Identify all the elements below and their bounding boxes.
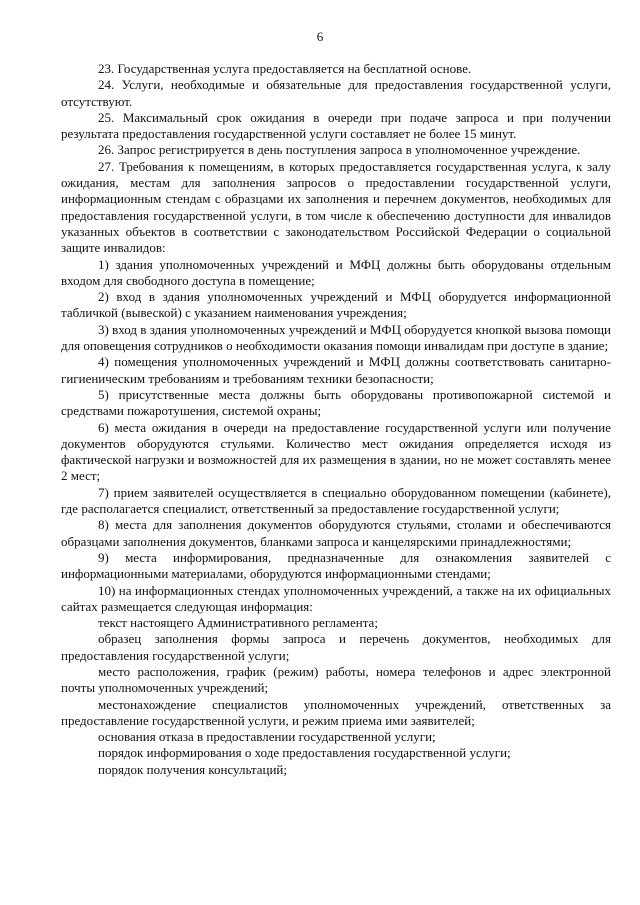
list-item: 8) места для заполнения документов оборудуются стульями, столами и обеспечиваются образцами заполнения документов, бланками запроса и канцелярскими принадлежностями; — [61, 517, 611, 549]
paragraph: 26. Запрос регистрируется в день поступления запроса в уполномоченное учреждение. — [98, 142, 581, 158]
page-number: 6 — [316, 29, 324, 44]
paragraph: 23. Государственная услуга предоставляется на бесплатной основе. — [98, 61, 472, 76]
info-item: порядок получения консультаций; — [98, 761, 287, 777]
list-item: 1) здания уполномоченных учреждений и МФЦ должны быть оборудованы отдельным входом для свободного доступа в помещение; — [61, 256, 611, 288]
list-item: 9) места информирования, предназначенные для ознакомления заявителей с информационными материалами, оборудуются информационными стендами; — [61, 549, 611, 582]
list-item: 3) вход в здания уполномоченных учреждений и МФЦ оборудуется кнопкой вызова помощи для оповещения сотрудников о необходимости оказания помощи инвалидам при доступе в здание; — [61, 321, 611, 354]
info-item: образец заполнения формы запроса и перечень документов, необходимых для предоставления государственной услуги; — [61, 631, 611, 663]
list-item: 4) помещения уполномоченных учреждений и МФЦ должны соответствовать санитарно-гигиеническим требованиям и требованиям техники безопасности; — [61, 354, 611, 386]
info-item: порядок информирования о ходе предоставления государственной услуги; — [98, 745, 511, 761]
info-item: место расположения, график (режим) работы, номера телефонов и адрес электронной почты уполномоченных учреждений; — [61, 663, 611, 696]
list-item: 5) присутственные места должны быть оборудованы противопожарной системой и средствами пожаротушения, системой охраны; — [61, 386, 611, 419]
paragraph: 27. Требования к помещениям, в которых предоставляется государственная услуга, к залу ожидания, местам для заполнения запросов о предоставлении государственной услуги, информационным стендам с образцами их заполнения и перечнем документов, необходимых для предоставления государственной услуги, в том числе к обеспечению доступности для инвалидов указанных объектов в соответствии с законодательством Российской Федерации о социальной защите инвалидов: — [61, 158, 611, 256]
list-item: 6) места ожидания в очереди на предоставление государственной услуги или получение документов оборудуются стульями. Количество мест ожидания определяется исходя из фактической нагрузки и возможностей для их размещения в здании, но не может составлять менее 2 мест; — [61, 419, 611, 484]
list-item: 7) прием заявителей осуществляется в специально оборудованном помещении (кабинете), где располагается специалист, ответственный за предоставление государственной услуги; — [61, 484, 611, 517]
list-item: 10) на информационных стендах уполномоченных учреждений, а также на их официальных сайтах размещается следующая информация: — [61, 582, 611, 614]
info-item: текст настоящего Административного регламента; — [98, 615, 378, 631]
info-item: основания отказа в предоставлении государственной услуги; — [98, 729, 436, 745]
paragraph: 25. Максимальный срок ожидания в очереди при подаче запроса и при получении результата предоставления государственной услуги составляет не более 15 минут. — [61, 109, 611, 142]
info-item: местонахождение специалистов уполномоченных учреждений, ответственных за предоставление государственной услуги, и режим приема ими заявителей; — [61, 696, 611, 728]
paragraph: 24. Услуги, необходимые и обязательные для предоставления государственной услуги, отсутствуют. — [61, 77, 611, 109]
document-body — [61, 61, 611, 778]
list-item: 2) вход в здания уполномоченных учреждений и МФЦ оборудуется информационной табличкой (вывеской) с указанием наименования учреждения; — [61, 289, 611, 321]
